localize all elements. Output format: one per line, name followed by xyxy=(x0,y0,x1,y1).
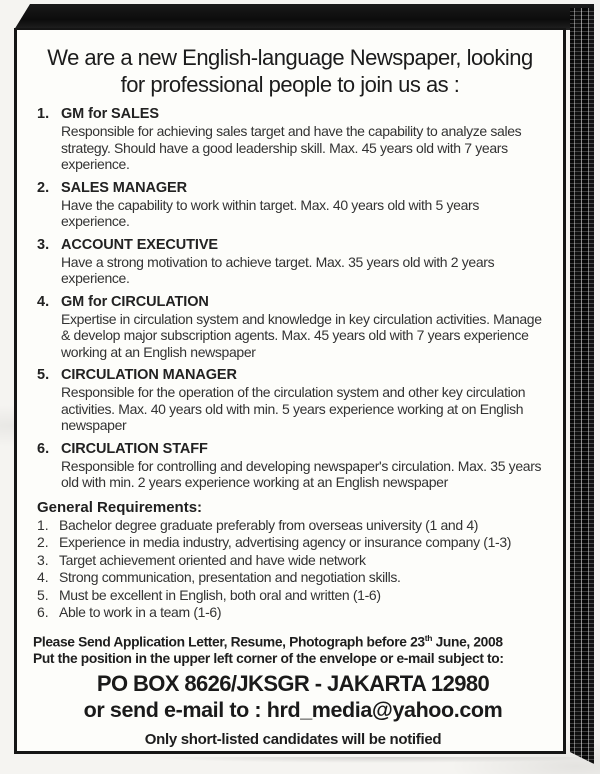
box-right-edge-3d xyxy=(570,8,594,764)
job-item xyxy=(37,106,551,173)
job-description: Responsible for the operation of the circulation system and other key circulation activities. Max. 40 years old with min. 5 years experience working at on English newspaper xyxy=(61,384,526,433)
application-instructions xyxy=(25,630,555,750)
job-description: Have the capability to work within target. Max. 40 years old with 5 years experience. xyxy=(61,196,479,229)
job-description: Responsible for achieving sales target and have the capability to analyze sales strategy. Should have a good leadership skill. Max. 45 years old with 7 years experience. xyxy=(61,123,522,172)
requirement-number: 4. xyxy=(37,569,49,585)
application-position-line: Put the position in the upper left corner of the envelope or e-mail subject to: xyxy=(33,651,504,667)
requirement-text: Able to work in a team (1-6) xyxy=(59,604,222,620)
deadline-ordinal-suffix: th xyxy=(424,632,433,643)
requirement-number: 3. xyxy=(37,551,49,568)
requirement-number: 6. xyxy=(37,604,49,620)
job-number: 1. xyxy=(37,106,50,122)
general-requirements-heading: General Requirements: xyxy=(37,498,203,516)
job-title: ACCOUNT EXECUTIVE xyxy=(61,236,219,253)
requirement-item xyxy=(37,604,553,622)
job-title: CIRCULATION STAFF xyxy=(61,440,208,457)
requirement-text: Experience in media industry, advertising agency or insurance company (1-3) xyxy=(59,534,512,550)
job-number: 5. xyxy=(37,367,50,383)
shortlist-notice: Only short-listed candidates will be notified xyxy=(144,731,442,749)
deadline-text-post: June, 2008 xyxy=(432,634,503,650)
job-title: CIRCULATION MANAGER xyxy=(61,367,237,383)
header-line-1: We are a new English-language Newspaper, looking xyxy=(47,45,533,70)
requirement-text: Strong communication, presentation and negotiation skills. xyxy=(59,569,401,585)
header-line-2: for professional people to join us as : xyxy=(120,72,460,97)
requirement-number: 5. xyxy=(37,586,49,603)
job-title: SALES MANAGER xyxy=(61,179,187,196)
requirement-item xyxy=(37,534,553,552)
application-deadline-line xyxy=(33,630,553,651)
job-item xyxy=(37,294,551,361)
deadline-text-pre: Please Send Application Letter, Resume, Photograph before 23 xyxy=(33,634,425,650)
job-number: 2. xyxy=(37,179,50,196)
requirement-text: Must be excellent in English, both oral and written (1-6) xyxy=(59,586,381,603)
general-requirements xyxy=(25,498,555,622)
po-box-address: PO BOX 8626/JKSGR - JAKARTA 12980 xyxy=(96,671,490,697)
job-item xyxy=(37,237,551,287)
requirement-item xyxy=(37,517,553,535)
requirement-text: Bachelor degree graduate preferably from overseas university (1 and 4) xyxy=(59,516,479,533)
positions-list xyxy=(25,106,555,491)
requirement-number: 2. xyxy=(37,534,49,550)
requirement-item xyxy=(37,569,553,587)
job-number: 4. xyxy=(37,293,50,310)
requirement-number: 1. xyxy=(37,516,49,533)
requirement-item xyxy=(37,587,553,605)
requirement-text: Target achievement oriented and have wide network xyxy=(59,551,366,568)
ad-header xyxy=(25,44,555,98)
job-number: 3. xyxy=(37,236,50,253)
job-item xyxy=(37,367,551,434)
job-item xyxy=(37,180,551,230)
requirement-item xyxy=(37,552,553,570)
job-description: Responsible for controlling and developing newspaper's circulation. Max. 35 years old with min. 2 years experience working at an English newspaper xyxy=(61,457,542,490)
job-advertisement-box xyxy=(14,28,566,754)
job-title: GM for CIRCULATION xyxy=(61,293,209,310)
box-top-edge-3d xyxy=(14,4,594,30)
job-description: Expertise in circulation system and knowledge in key circulation activities. Manage & develop major subscription agents. Max. 45 years old with 7 years experience working at an English newspaper xyxy=(61,310,542,360)
job-number: 6. xyxy=(37,440,50,457)
email-address-line: or send e-mail to : hrd_media@yahoo.com xyxy=(83,698,503,723)
job-item xyxy=(37,441,551,491)
job-title: GM for SALES xyxy=(61,106,159,122)
job-description: Have a strong motivation to achieve target. Max. 35 years old with 2 years experience. xyxy=(61,253,495,286)
scan-shadow xyxy=(70,757,590,765)
